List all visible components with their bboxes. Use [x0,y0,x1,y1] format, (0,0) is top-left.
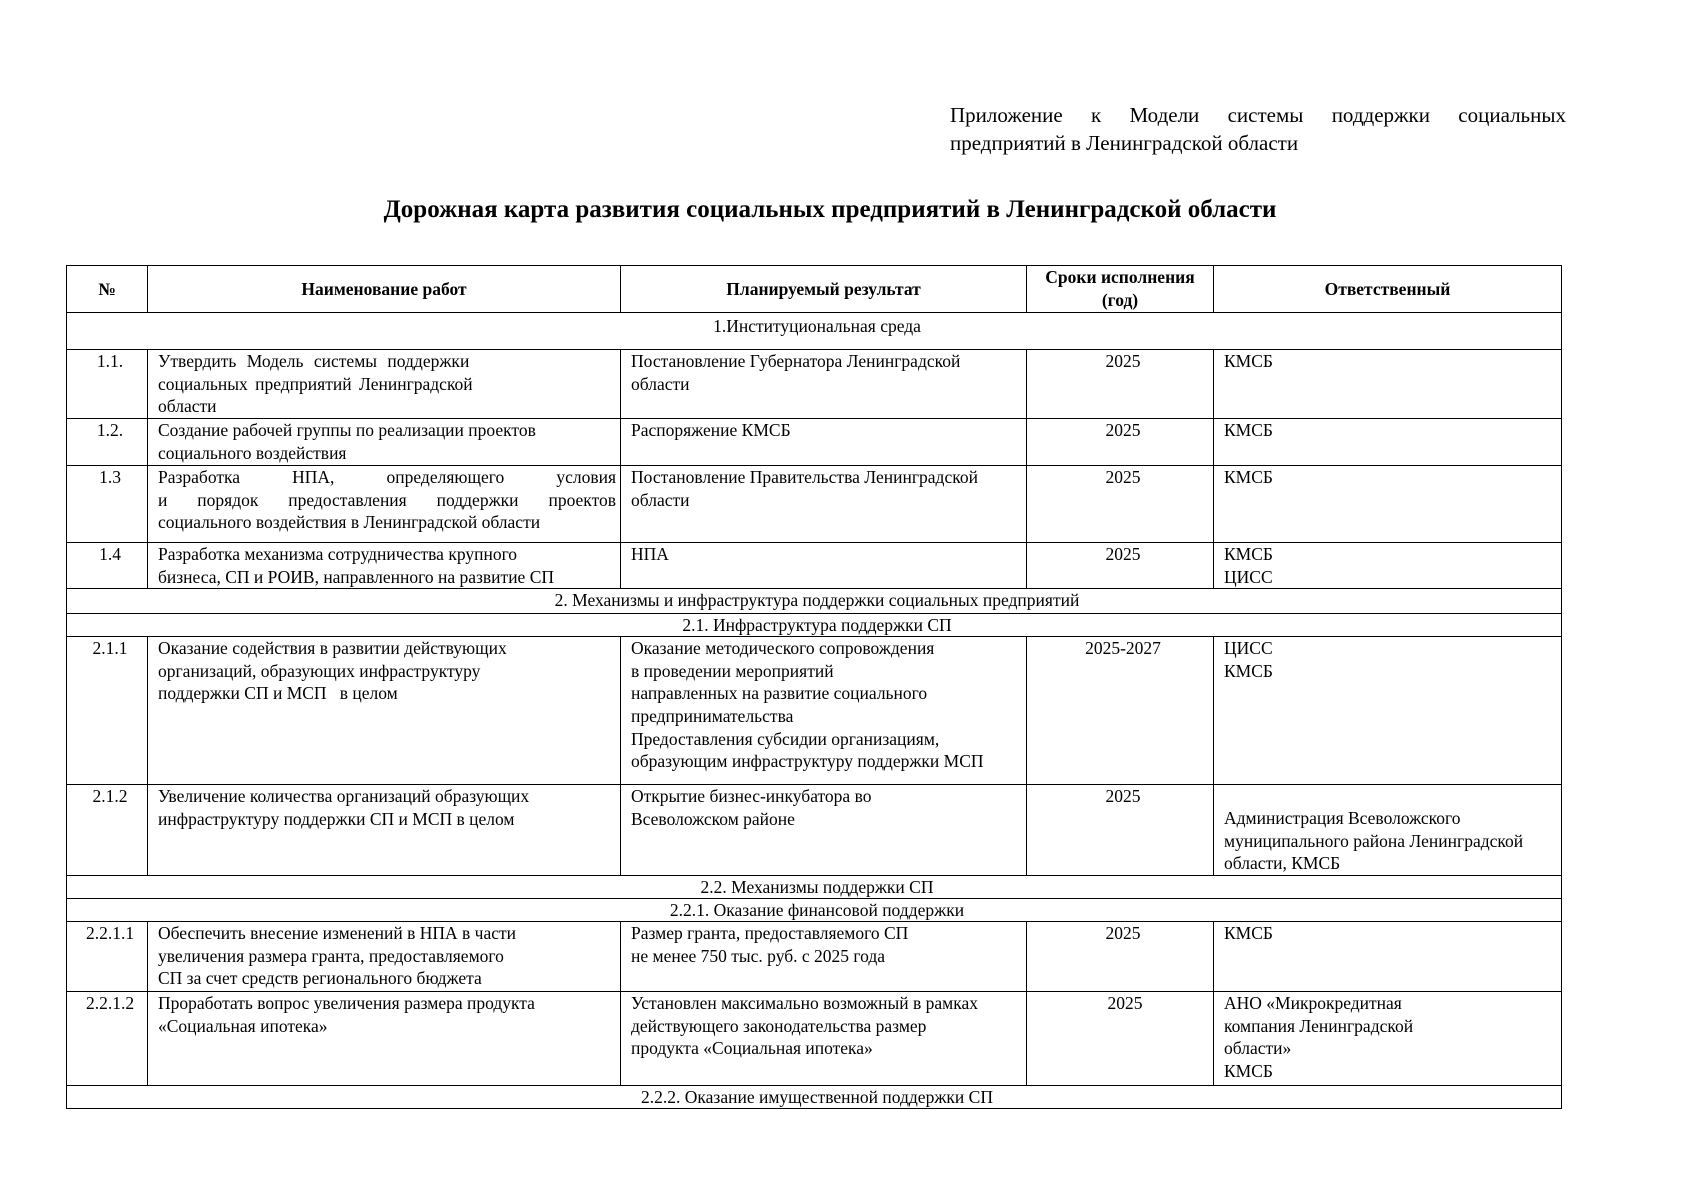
row-year: 2025 [1027,419,1214,466]
document-title: Дорожная карта развития социальных предприятий в Ленинградской области [383,196,1277,223]
section-title: 2.2. Механизмы поддержки СП [67,875,1562,898]
row-work-line: Разработка НПА, определяющего условия [158,467,616,487]
row-result-line: Оказание методического сопровождения [631,638,935,659]
row-responsible-line: ЦИСС [1224,566,1273,587]
row-responsible-line: муниципального района Ленинградской [1224,830,1524,851]
section-title: 1.Институциональная среда [67,313,1562,350]
row-responsible [1214,419,1562,466]
header-result: Планируемый результат [621,266,1027,313]
appendix-note [950,101,1566,157]
section-row [67,614,1562,637]
section-row [67,1085,1562,1108]
row-number: 1.2. [67,419,148,466]
row-work-line: Оказание содействия в развитии действующих [158,638,507,659]
row-result [621,991,1027,1085]
row-number: 2.1.2 [67,785,148,876]
row-result [621,785,1027,876]
row-result-line: направленных на развитие социального [631,683,928,704]
table-row [67,466,1562,543]
table-row [67,543,1562,589]
table-row [67,350,1562,419]
header-work: Наименование работ [148,266,621,313]
row-responsible-line: АНО «Микрокредитная [1224,992,1402,1013]
table-header-row [67,266,1562,313]
table-row [67,419,1562,466]
section-title: 2.2.1. Оказание финансовой поддержки [67,898,1562,921]
row-year: 2025 [1027,921,1214,991]
row-result-line: Постановление Губернатора Ленинградской [631,351,961,371]
row-work-line: области [158,396,217,417]
row-year: 2025 [1027,991,1214,1085]
section-row [67,898,1562,921]
row-responsible-line: КМСБ [1224,420,1273,440]
section-title: 2. Механизмы и инфраструктура поддержки социальных предприятий [67,589,1562,614]
row-number: 1.1. [67,350,148,419]
row-work-line: инфраструктуру поддержки СП и МСП в целом [158,808,515,829]
row-result-line: НПА [631,544,669,564]
row-result-line: не менее 750 тыс. руб. с 2025 года [631,945,886,966]
row-work-line: увеличения размера гранта, предоставляемого [158,945,504,966]
row-result [621,350,1027,419]
row-result-line: области [631,373,690,394]
row-result-line: Всеволожском районе [631,808,795,829]
row-work-line: Увеличение количества организаций образующих [158,786,530,807]
appendix-line-1: Приложение к Модели системы поддержки социальных [950,103,1566,127]
row-work [148,785,621,876]
row-year: 2025 [1027,785,1214,876]
row-responsible [1214,637,1562,785]
row-responsible-line: КМСБ [1224,660,1273,681]
row-responsible-line: области, КМСБ [1224,853,1341,874]
section-row [67,589,1562,614]
row-work [148,637,621,785]
header-num: № [67,266,148,313]
row-responsible-line: КМСБ [1224,1060,1273,1081]
row-work [148,921,621,991]
row-year: 2025-2027 [1027,637,1214,785]
row-result-line: продукта «Социальная ипотека» [631,1038,873,1059]
header-responsible: Ответственный [1214,266,1562,313]
row-result-line: Открытие бизнес-инкубатора во [631,786,872,807]
row-number: 1.3 [67,466,148,543]
row-number: 2.2.1.2 [67,991,148,1085]
table-row [67,991,1562,1085]
row-work-line: поддержки СП и МСП в целом [158,683,398,704]
row-responsible-line: ЦИСС [1224,638,1273,659]
row-work-line: социальных предприятий Ленинградской [158,373,473,394]
row-result [621,466,1027,543]
row-work [148,543,621,589]
row-responsible-line: КМСБ [1224,467,1273,487]
row-work-line: Обеспечить внесение изменений в НПА в части [158,922,516,943]
row-year: 2025 [1027,466,1214,543]
row-work-line: Утвердить Модель системы поддержки [158,351,470,371]
row-year: 2025 [1027,350,1214,419]
row-responsible-line: Администрация Всеволожского [1224,808,1461,829]
row-responsible [1214,921,1562,991]
row-responsible [1214,543,1562,589]
row-responsible [1214,466,1562,543]
row-number: 1.4 [67,543,148,589]
row-result-line: Установлен максимально возможный в рамках [631,992,978,1013]
row-work-line: бизнеса, СП и РОИВ, направленного на развитие СП [158,566,555,587]
row-work [148,466,621,543]
row-responsible-line: КМСБ [1224,351,1273,371]
row-work [148,991,621,1085]
row-result-line: Предоставления субсидии организациям, [631,728,940,749]
row-responsible [1214,991,1562,1085]
row-number: 2.1.1 [67,637,148,785]
section-row [67,313,1562,350]
row-responsible [1214,785,1562,876]
row-result [621,543,1027,589]
row-result-line: предпринимательства [631,705,794,726]
row-result-line: Постановление Правительства Ленинградской [631,467,978,487]
section-title: 2.1. Инфраструктура поддержки СП [67,614,1562,637]
header-term-line-2: (год) [1101,290,1139,310]
row-result-line: образующим инфраструктуру поддержки МСП [631,751,984,772]
row-work-line: социального воздействия в Ленинградской области [158,512,541,533]
row-result [621,637,1027,785]
table-row [67,637,1562,785]
row-number: 2.2.1.1 [67,921,148,991]
row-work-line: и порядок предоставления поддержки проектов [158,489,616,510]
row-result [621,921,1027,991]
row-work [148,350,621,419]
row-result-line: в проведении мероприятий [631,660,834,681]
header-term [1027,266,1214,313]
row-work-line: «Социальная ипотека» [158,1015,328,1036]
roadmap-table [66,265,1562,1109]
row-work-line: организаций, образующих инфраструктуру [158,660,481,681]
appendix-line-2: предприятий в Ленинградской области [950,131,1299,155]
row-responsible-spacer [1224,785,1561,807]
row-work-line: Разработка механизма сотрудничества крупного [158,544,518,564]
row-result [621,419,1027,466]
row-result-line: Распоряжение КМСБ [631,420,791,440]
row-year: 2025 [1027,543,1214,589]
row-work-line: Создание рабочей группы по реализации проектов [158,420,536,440]
row-responsible [1214,350,1562,419]
row-work-line: СП за счет средств регионального бюджета [158,968,482,989]
row-responsible-line: компания Ленинградской [1224,1015,1414,1036]
table-row [67,785,1562,876]
row-result-line: области [631,489,690,510]
row-work-line: Проработать вопрос увеличения размера продукта [158,992,535,1013]
row-work [148,419,621,466]
row-result-line: действующего законодательства размер [631,1015,927,1036]
row-responsible-line: области» [1224,1038,1292,1059]
row-result-line: Размер гранта, предоставляемого СП [631,922,909,943]
row-responsible-line: КМСБ [1224,544,1273,564]
row-responsible-line: КМСБ [1224,922,1273,943]
table-row [67,921,1562,991]
section-title: 2.2.2. Оказание имущественной поддержки СП [67,1085,1562,1108]
row-work-line: социального воздействия [158,442,347,463]
section-row [67,875,1562,898]
header-term-line-1: Сроки исполнения [1045,267,1195,287]
